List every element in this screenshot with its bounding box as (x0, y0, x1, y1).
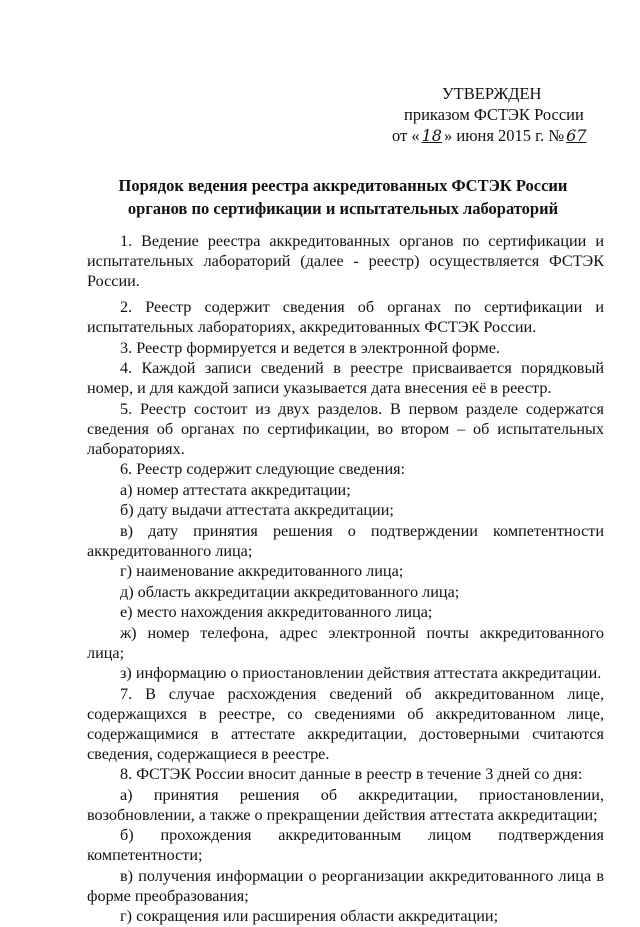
paragraph-3: 3. Реестр формируется и ведется в электронной форме. (120, 338, 500, 357)
paragraph-5: 5. Реестр состоит из двух разделов. В первом разделе содержатся сведения об органах по сертификации, во втором – об испытательных лабораториях. (87, 399, 604, 458)
handwritten-day: 18 (421, 126, 442, 145)
paragraph-8: 8. ФСТЭК России вносит данные в реестр в течение 3 дней со дня: (120, 765, 583, 783)
paragraph-6d: г) наименование аккредитованного лица; (120, 562, 404, 580)
paragraph-6g: ж) номер телефона, адрес электронной почты аккредитованного лица; (87, 623, 604, 662)
document-title: Порядок ведения реестра аккредитованных ФСТЭК России органов по сертификации и испытательных лабораторий (118, 176, 568, 218)
handwritten-order-number: 67 (566, 126, 587, 145)
paragraph-7: 7. В случае расхождения сведений об аккредитованном лице, содержащихся в реестре, со сведениями об аккредитованном лице, содержащимися в аттестате аккредитации, достоверными считаются сведения, содержащиеся в реестре. (87, 684, 604, 763)
paragraph-8c: в) получения информации о реорганизации аккредитованного лица в форме преобразования; (87, 866, 604, 905)
approval-heading: УТВЕРЖДЕН (442, 84, 542, 103)
date-prefix: от « (392, 126, 420, 145)
paragraph-6f: е) место нахождения аккредитованного лица; (120, 603, 433, 621)
paragraph-8a: а) принятия решения об аккредитации, приостановлении, возобновлении, а также о прекращении действия аттестата аккредитации; (87, 785, 604, 824)
paragraph-6a: а) номер аттестата аккредитации; (120, 480, 351, 499)
approval-block (380, 83, 610, 146)
paragraph-8d: г) сокращения или расширения области аккредитации; (120, 907, 499, 925)
paragraph-6e: д) область аккредитации аккредитованного лица; (120, 582, 460, 601)
paragraph-6b: б) дату выдачи аттестата аккредитации; (120, 501, 394, 519)
paragraph-8b: б) прохождения аккредитованным лицом подтверждения компетентности; (87, 826, 604, 864)
date-month-year: » июня 2015 г. № (443, 126, 565, 145)
paragraph-4: 4. Каждой записи сведений в реестре присваивается порядковый номер, и для каждой записи указывается дата внесения её в реестр. (87, 359, 604, 397)
paragraph-6h: з) информацию о приостановлении действия аттестата аккредитации. (120, 664, 602, 682)
approval-order-line: приказом ФСТЭК России (404, 105, 584, 124)
paragraph-2: 2. Реестр содержит сведения об органах по сертификации и испытательных лабораториях, аккредитованных ФСТЭК России. (87, 298, 604, 336)
paragraph-1: 1. Ведение реестра аккредитованных органов по сертификации и испытательных лабораторий (далее - реестр) осуществляется ФСТЭК России. (87, 232, 604, 290)
document-body (87, 231, 604, 927)
paragraph-6c: в) дату принятия решения о подтверждении компетентности аккредитованного лица; (87, 521, 604, 560)
approval-date-line (380, 125, 610, 146)
paragraph-6: 6. Реестр содержит следующие сведения: (120, 460, 406, 478)
